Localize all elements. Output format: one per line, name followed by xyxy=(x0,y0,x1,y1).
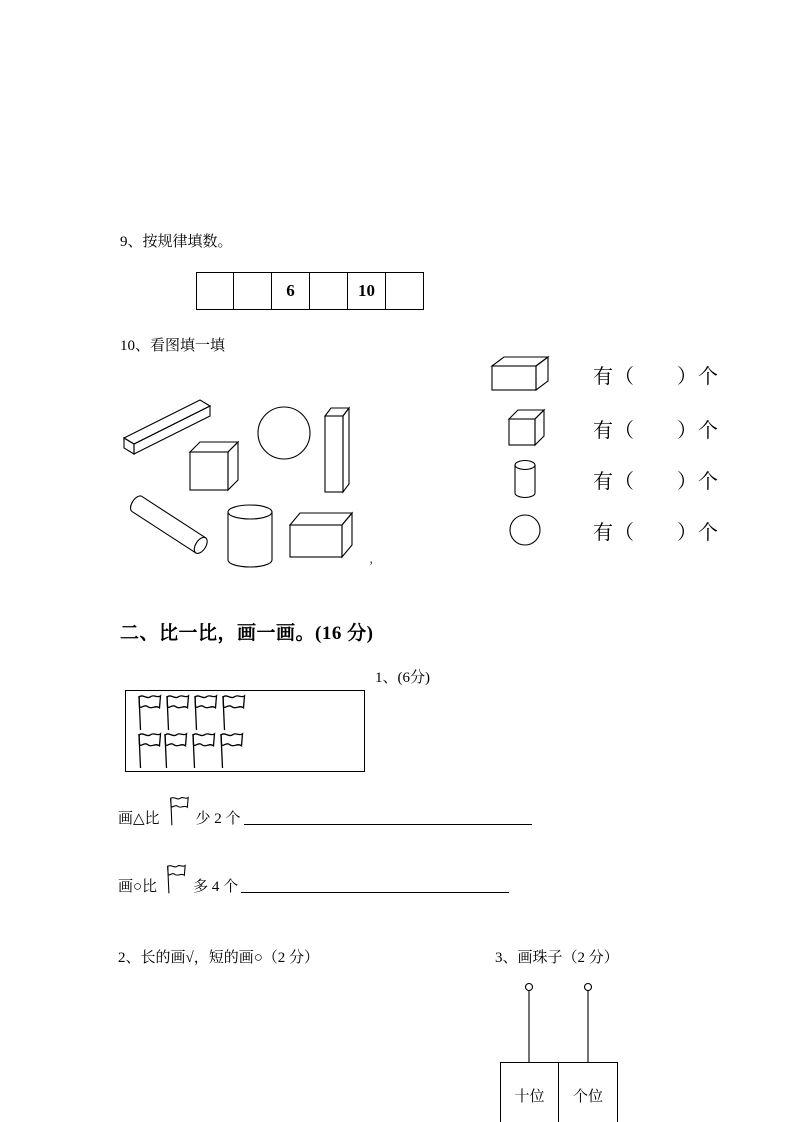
place-value-table xyxy=(500,1062,618,1122)
q9-number-strip xyxy=(196,272,424,310)
draw-triangle-suffix: 少 2 个 xyxy=(195,811,241,827)
q9-cell-6 xyxy=(386,272,424,310)
q9-cell-1 xyxy=(196,272,234,310)
sphere-icon xyxy=(508,513,542,547)
rod-top-circle xyxy=(585,984,592,991)
answer-blank-line xyxy=(241,892,509,893)
q9-cell-4 xyxy=(310,272,348,310)
ones-place-cell xyxy=(559,1063,617,1122)
q9-cell-3: 6 xyxy=(272,272,310,310)
flag-icon xyxy=(214,731,246,771)
cuboid-shape xyxy=(290,513,352,557)
section2-title: 二、比一比，画一画。(16 分) xyxy=(120,623,374,644)
flag-box xyxy=(125,690,365,772)
rod-top-circle xyxy=(526,984,533,991)
q9-label: 9、按规律填数。 xyxy=(120,234,233,250)
draw-circle-suffix: 多 4 个 xyxy=(193,879,239,895)
answer-label-cube: 有（ ）个 xyxy=(593,419,719,442)
answer-row-cube xyxy=(490,406,719,450)
flag-icon xyxy=(165,795,191,828)
answer-label-cylinder: 有（ ）个 xyxy=(593,470,719,493)
long-bar-shape xyxy=(124,400,210,454)
cube-icon xyxy=(506,407,546,449)
cylinder-icon xyxy=(512,458,538,500)
answer-row-cylinder xyxy=(490,457,719,501)
q9-cell-5: 10 xyxy=(348,272,386,310)
answer-row-cuboid xyxy=(490,352,719,396)
answer-label-cuboid: 有（ ）个 xyxy=(593,365,719,388)
cube-shape xyxy=(190,442,238,490)
q2-label: 2、长的画√，短的画○（2 分） xyxy=(118,950,320,966)
answer-row-sphere xyxy=(490,508,719,552)
stray-mark: ʼ xyxy=(369,558,374,573)
tens-place-cell xyxy=(501,1063,559,1122)
ones-place-label: 个位 xyxy=(572,1089,603,1105)
tall-prism-shape xyxy=(325,408,349,492)
q10-label: 10、看图填一填 xyxy=(120,338,226,354)
q9-cell-2 xyxy=(234,272,272,310)
q3-label: 3、画珠子（2 分） xyxy=(495,950,619,966)
draw-triangle-prefix: 画△比 xyxy=(118,811,160,827)
bead-rods-figure xyxy=(500,980,618,1062)
answer-label-sphere: 有（ ）个 xyxy=(593,521,719,544)
flag-icon xyxy=(216,693,248,733)
q1-label: 1、(6分) xyxy=(375,670,430,686)
tens-place-label: 十位 xyxy=(514,1089,545,1105)
circle-shape xyxy=(258,407,310,459)
standing-cylinder-shape xyxy=(228,505,272,567)
shapes-cluster-figure xyxy=(108,386,378,581)
cuboid-icon xyxy=(490,354,552,394)
answer-blank-line xyxy=(244,824,532,825)
lying-cylinder-shape xyxy=(128,494,210,556)
draw-triangle-instruction xyxy=(118,794,532,828)
flag-icon xyxy=(162,863,188,896)
draw-circle-prefix: 画○比 xyxy=(118,879,158,895)
draw-circle-instruction xyxy=(118,862,509,896)
